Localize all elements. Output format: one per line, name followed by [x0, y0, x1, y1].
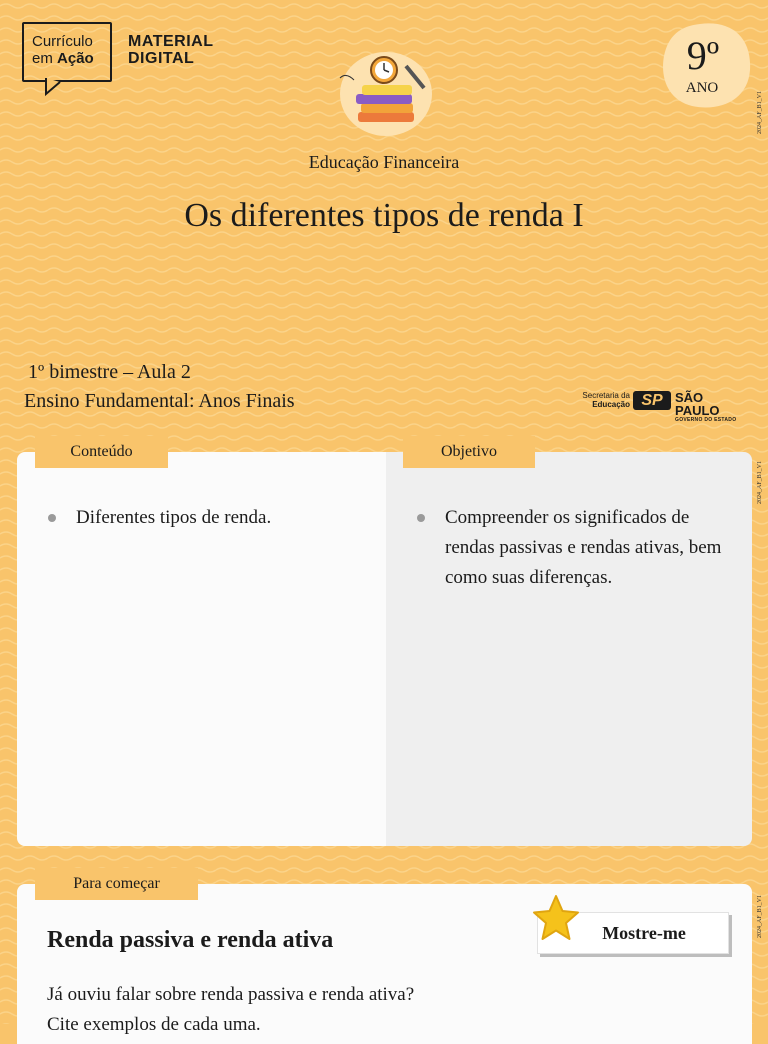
side-code-top: 2024_AF_B1_V1: [757, 90, 763, 134]
objetivo-list-item: Compreender os significados de rendas passivas e rendas ativas, bem como suas diferenças.: [417, 503, 727, 593]
material-digital-logo: MATERIAL DIGITAL: [128, 33, 214, 67]
page-title: Os diferentes tipos de renda I: [184, 197, 584, 234]
side-code-middle: 2024_AF_B1_V1: [757, 460, 763, 504]
conteudo-list-item: Diferentes tipos de renda.: [48, 503, 368, 533]
star-icon: [530, 893, 582, 945]
bullet-icon: [48, 514, 56, 522]
ensino-label: Ensino Fundamental: Anos Finais: [24, 390, 295, 412]
tab-objetivo: Objetivo: [403, 436, 535, 468]
books-clock-illustration-icon: [336, 48, 436, 138]
bullet-icon: [417, 514, 425, 522]
subject-label: Educação Financeira: [308, 152, 460, 172]
tab-conteudo: Conteúdo: [35, 436, 168, 468]
grade-label: ANO: [685, 80, 719, 96]
section-heading: Renda passiva e renda ativa: [47, 927, 334, 953]
curriculo-em-acao-logo: Currículo em Ação: [22, 22, 112, 82]
show-me-button[interactable]: Mostre-me: [537, 912, 729, 954]
grade-number: 9º: [686, 33, 720, 78]
sao-paulo-government-logo: Secretaria da Educação SP SÃO PAULO GOVERNO DO ESTADO: [582, 390, 737, 423]
side-code-bottom: 2024_AF_B1_V1: [757, 894, 763, 938]
tab-para-comecar: Para começar: [35, 868, 198, 900]
bimestre-label: 1º bimestre – Aula 2: [28, 361, 191, 383]
question-text: Já ouviu falar sobre renda passiva e renda ativa? Cite exemplos de cada uma.: [47, 984, 415, 1035]
sp-emblem-icon: SP: [633, 391, 671, 410]
speech-bubble-tail-icon: [44, 78, 84, 98]
